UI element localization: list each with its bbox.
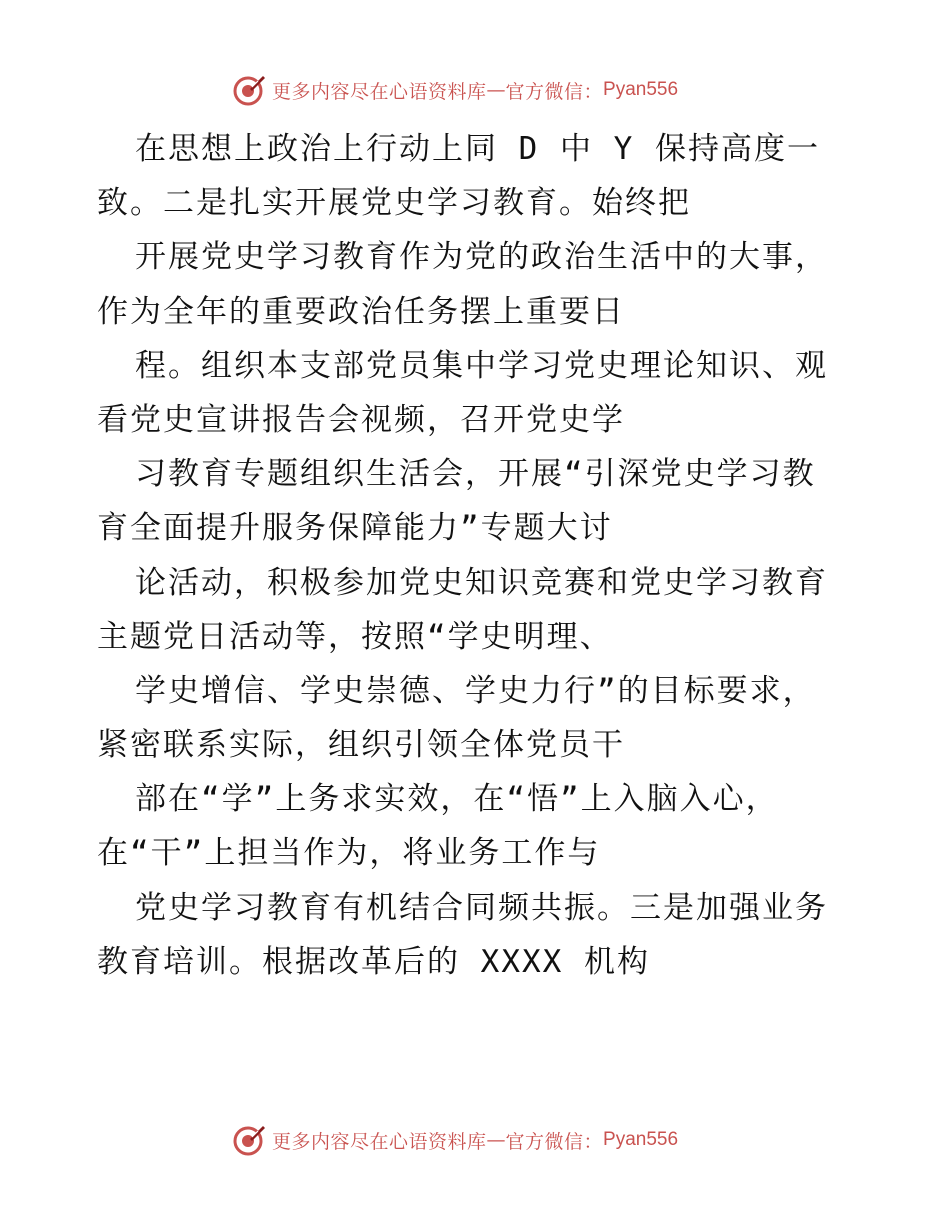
footer-watermark (232, 1122, 678, 1158)
watermark-id: Pyan556 (603, 79, 679, 100)
pen-logo-icon (232, 73, 266, 107)
text-line: 程。组织本支部党员集中学习党史理论知识、观 (135, 347, 828, 384)
watermark-dash: — (486, 79, 506, 101)
pen-logo-icon (232, 1123, 266, 1157)
text-line: 部在“学”上务求实效，在“悟”上入脑入心， (135, 781, 779, 818)
text-line: 教育培训。根据改革后的 XXXX 机构 (97, 943, 650, 980)
text-line: 在思想上政治上行动上同 D 中 Y 保持高度一 (135, 131, 820, 167)
watermark-dash: — (486, 1129, 506, 1151)
text-line: 致。二是扎实开展党史学习教育。始终把 (97, 185, 691, 222)
header-watermark (232, 72, 678, 108)
watermark-label: 官方微信： (505, 1130, 604, 1153)
watermark-label: 官方微信： (505, 80, 604, 103)
body-text (97, 122, 867, 989)
text-line: 开展党史学习教育作为党的政治生活中的大事， (135, 239, 828, 276)
text-line: 学史增信、学史崇德、学史力行”的目标要求， (135, 672, 816, 709)
text-line: 党史学习教育有机结合同频共振。三是加强业务 (135, 889, 828, 926)
watermark-text: 更多内容尽在心语资料库 (272, 1130, 487, 1153)
watermark-text: 更多内容尽在心语资料库 (272, 80, 487, 103)
text-line: 作为全年的重要政治任务摆上重要日 (97, 293, 625, 330)
text-line: 主题党日活动等，按照“学史明理、 (97, 618, 613, 655)
watermark-id: Pyan556 (603, 1129, 679, 1150)
text-line: 紧密联系实际，组织引领全体党员干 (97, 727, 625, 764)
text-line: 在“干”上担当作为，将业务工作与 (97, 835, 601, 872)
text-line: 习教育专题组织生活会，开展“引深党史学习教 (135, 456, 816, 493)
text-line: 论活动，积极参加党史知识竞赛和党史学习教育 (135, 564, 828, 601)
text-line: 看党史宣讲报告会视频，召开党史学 (97, 401, 625, 438)
text-line: 育全面提升服务保障能力”专题大讨 (97, 510, 613, 547)
